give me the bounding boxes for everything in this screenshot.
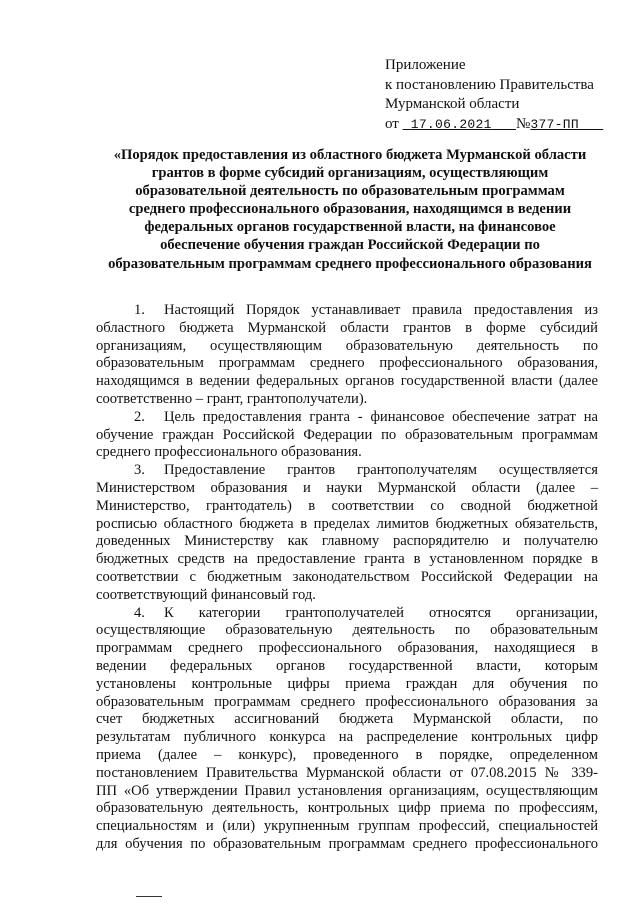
paragraph-line: осуществляющие образовательную деятельность по образовательным [96, 622, 598, 639]
paragraph-line: для обучения по образовательным программам среднего профессионального [96, 835, 598, 852]
footer-divider [136, 896, 162, 897]
paragraph-line: программам среднего профессионального образования, находящиеся в [96, 640, 598, 657]
paragraph-line: 1. Настоящий Порядок устанавливает правила предоставления из [134, 302, 598, 318]
paragraph-line: находящимся в ведении федеральных органов государственной власти (далее [96, 373, 598, 390]
paragraph-line: приема (далее – конкурс), проведенного в порядке, определенном [96, 746, 598, 763]
paragraph-line: ведении федеральных органов государственной власти, которым [96, 657, 598, 674]
paragraph-line: специальностям и (или) укрупненным группам профессий, специальностей [96, 818, 598, 835]
appendix-region: Мурманской области [385, 96, 520, 112]
document-body [96, 302, 598, 854]
appendix-number: 377-ПП [530, 116, 579, 132]
paragraph-line: доведенных Министерству как главному распорядителю и получателю [96, 533, 598, 550]
title-line: грантов в форме субсидий организациям, осуществляющим [151, 165, 549, 182]
paragraph-number: 4. [134, 604, 145, 621]
appendix-number-label: № [516, 115, 531, 132]
paragraph-3 [96, 462, 598, 604]
title-line: образовательной деятельность по образовательным программам [135, 183, 565, 200]
document-title [85, 146, 615, 273]
appendix-label: Приложение [385, 57, 466, 73]
paragraph-line: установлены контрольные цифры приема граждан для обучения по [96, 675, 598, 692]
paragraph-line: соответственно – грант, грантополучатели). [96, 390, 368, 407]
paragraph-line: среднего профессионального образования. [96, 444, 362, 461]
title-line: обеспечение обучения граждан Российской Федерации по [160, 237, 540, 254]
paragraph-line: Министерством образования и науки Мурманской области (далее – [96, 479, 598, 496]
paragraph-line: областного бюджета Мурманской области грантов в форме субсидий [96, 319, 598, 336]
paragraph-line: Министерство, грантодатель) в соответствии со сводной бюджетной [96, 497, 598, 514]
paragraph-4 [96, 605, 598, 854]
paragraph-number: 3. [134, 462, 145, 479]
appendix-date-number-line [385, 115, 625, 135]
paragraph-line: ПП «Об утверждении Правил установления организациям, осуществляющим [96, 782, 598, 799]
title-line: федеральных органов государственной власти, на финансовое [144, 219, 556, 236]
paragraph-line: 3. Предоставление грантов грантополучателям осуществляется [134, 462, 598, 479]
paragraph-number: 1. [134, 302, 145, 318]
paragraph-line: 2. Цель предоставления гранта - финансовое обеспечение затрат на [134, 408, 598, 425]
paragraph-line: счет бюджетных ассигнований бюджета Мурманской области, по [96, 711, 598, 728]
paragraph-line: росписью областного бюджета в пределах лимитов бюджетных обязательств, [96, 515, 598, 532]
paragraph-line: организациям, осуществляющим образовательную деятельность по [96, 337, 598, 354]
paragraph-line: 4. К категории грантополучателей относятся организации, [134, 604, 598, 621]
paragraph-2 [96, 409, 598, 462]
paragraph-line: соответствии с бюджетным законодательством Российской Федерации на [96, 568, 598, 585]
paragraph-1 [96, 302, 598, 409]
title-line: образовательным программам среднего профессионального образования [108, 255, 592, 272]
paragraph-line: образовательным программам среднего профессионального образования, [96, 355, 598, 372]
appendix-resolution-ref: к постановлению Правительства [385, 76, 594, 93]
paragraph-line: соответствующий финансовый год. [96, 586, 316, 603]
paragraph-line: образовательным программам среднего профессионального образования за [96, 693, 598, 710]
paragraph-line: бюджетных средств на предоставление гранта в установленном порядке в [96, 551, 598, 568]
appendix-date: 17.06.2021 [410, 116, 492, 132]
title-line: среднего профессионального образования, находящимся в ведении [128, 201, 572, 218]
paragraph-line: постановлением Правительства Мурманской области от 07.08.2015 № 339- [96, 764, 598, 781]
appendix-header [385, 56, 625, 134]
paragraph-line: обучение граждан Российской Федерации по образовательным программам [96, 426, 598, 443]
appendix-from-label: от [385, 115, 399, 132]
paragraph-line: образовательную деятельность, контрольных цифр приема по профессиям, [96, 800, 598, 817]
paragraph-line: результатам публичного конкурса на распределение контрольных цифр [96, 729, 598, 746]
paragraph-number: 2. [134, 408, 145, 425]
title-line: «Порядок предоставления из областного бюджета Мурманской области [113, 147, 587, 163]
